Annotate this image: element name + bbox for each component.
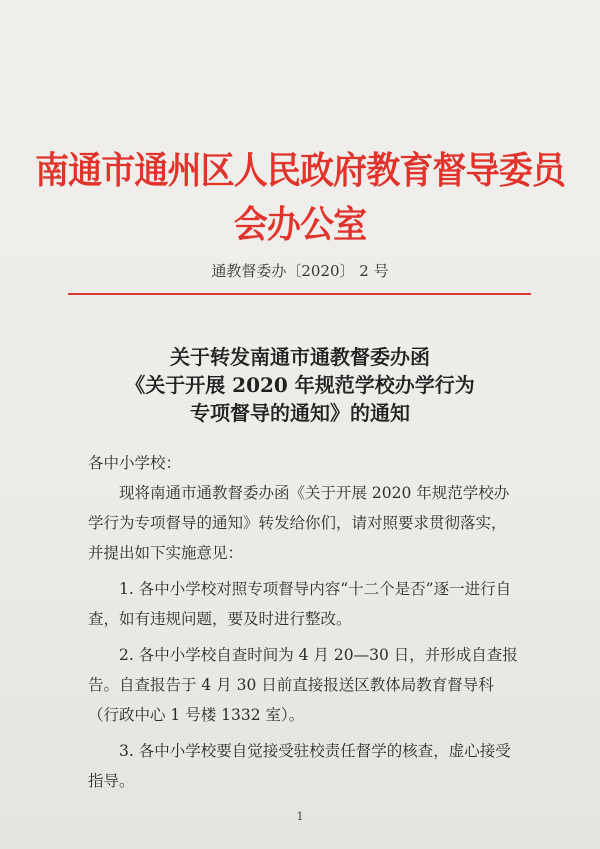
title-line: 《关于开展 2020 年规范学校办学行为 — [125, 373, 475, 397]
paragraph-item-3: 3. 各中小学校要自觉接受驻校责任督学的核查，虚心接受指导。 — [88, 742, 511, 790]
red-divider-line — [68, 293, 531, 295]
document-body — [88, 448, 520, 802]
paragraph-item-1: 1. 各中小学校对照专项督导内容“十二个是否”逐一进行自查，如有违规问题，要及时进行整改。 — [88, 580, 512, 628]
document-title — [0, 343, 600, 427]
paragraph-intro: 现将南通市通教督委办函《关于开展 2020 年规范学校办学行为专项督导的通知》转发给你们，请对照要求贯彻落实，并提出如下实施意见： — [88, 484, 510, 562]
title-line: 专项督导的通知》的通知 — [190, 401, 410, 425]
letterhead-title: 南通市通州区人民政府教育督导委员会办公室 — [35, 149, 565, 246]
page-number: 1 — [296, 810, 304, 823]
paragraph-item-2: 2. 各中小学校自查时间为 4 月 20—30 日，并形成自查报告。自查报告于 4 月 30 日前直接报送区教体局教育督导科（行政中心 1 号楼 1332 室）。 — [88, 646, 518, 724]
document-number: 通教督委办〔2020〕 2 号 — [211, 262, 389, 280]
salutation: 各中小学校： — [88, 454, 182, 472]
title-line: 关于转发南通市通教督委办函 — [170, 345, 430, 369]
